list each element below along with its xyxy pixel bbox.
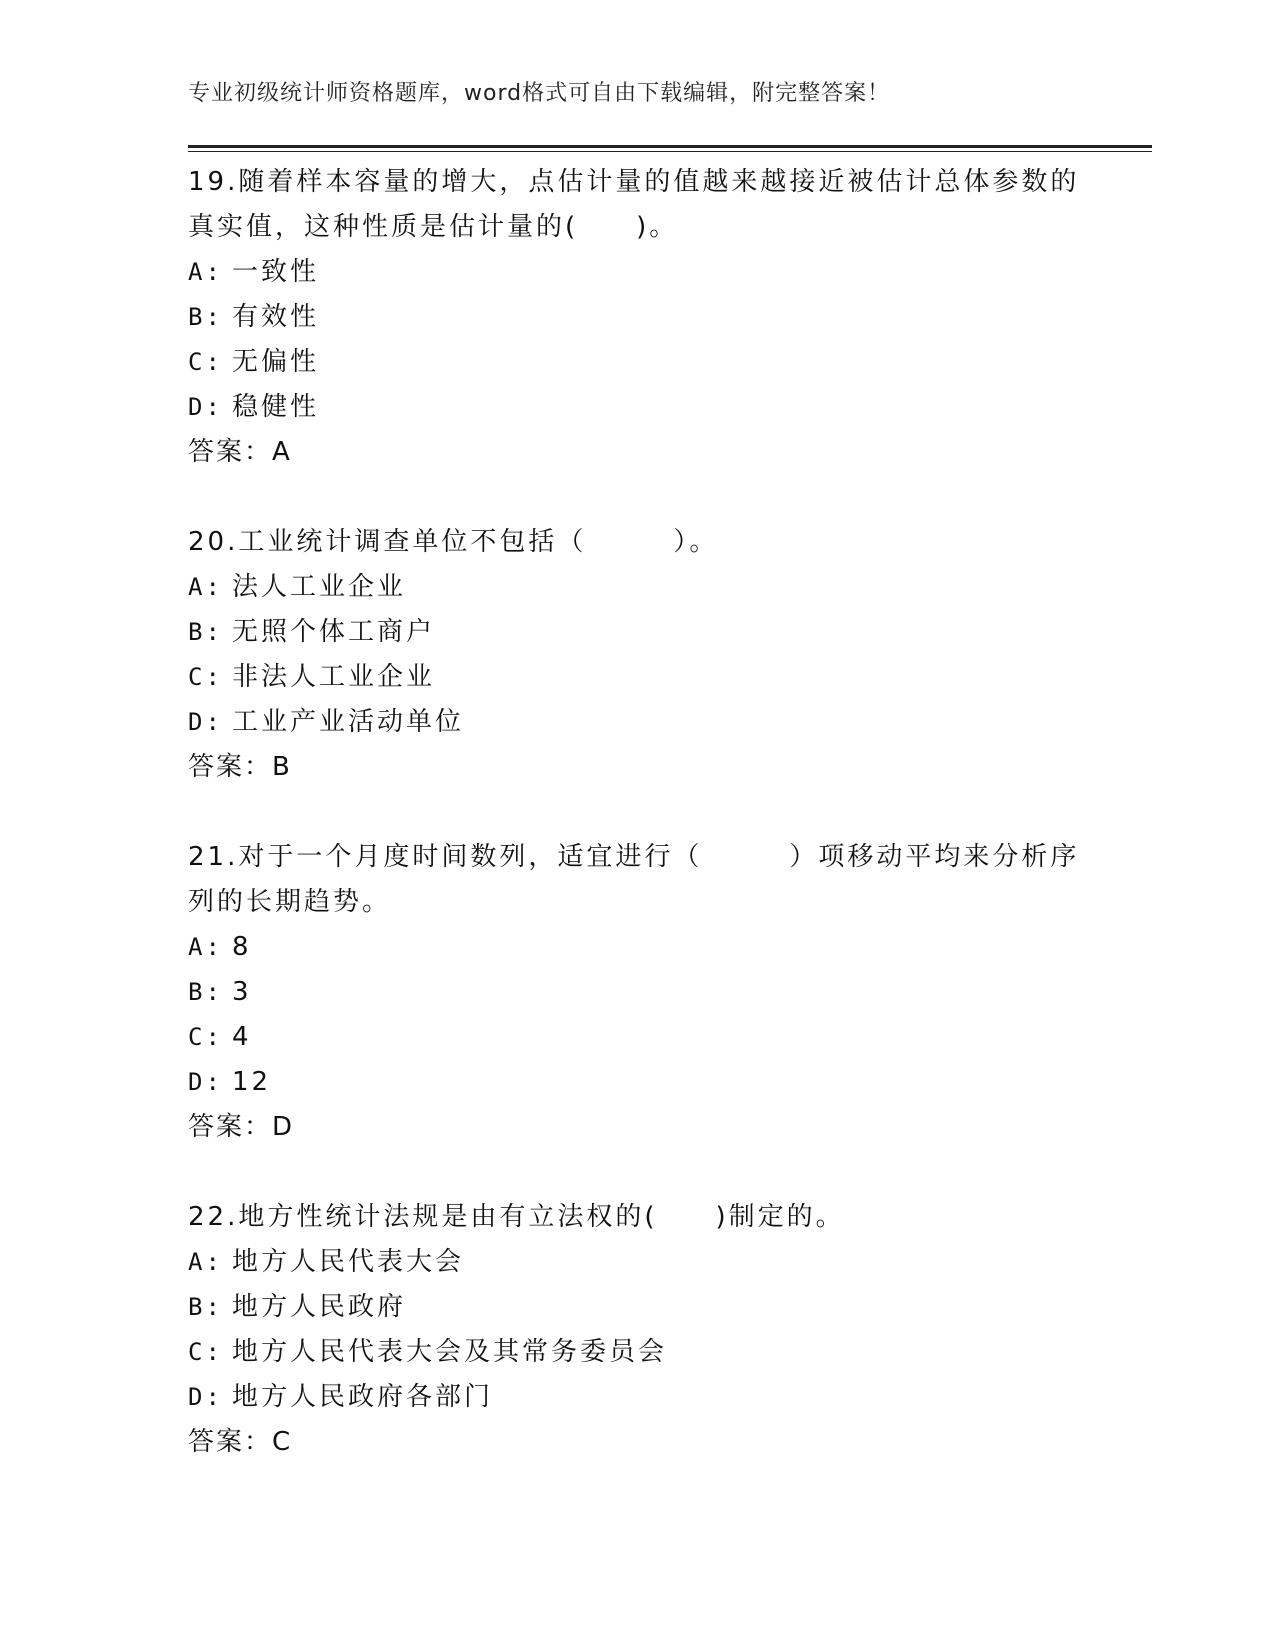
option-key: A: — [188, 573, 223, 601]
question-block — [188, 835, 1088, 1150]
option-d — [188, 700, 1088, 745]
option-c — [188, 1330, 1088, 1375]
option-key: B: — [188, 618, 223, 646]
option-d — [188, 1375, 1088, 1420]
option-text: 无照个体工商户 — [232, 617, 436, 647]
option-key: D: — [188, 1068, 223, 1096]
option-d — [188, 1060, 1088, 1105]
question-block — [188, 520, 1088, 790]
answer-value: A — [272, 437, 292, 467]
option-key: D: — [188, 1383, 223, 1411]
option-text: 一致性 — [232, 257, 320, 287]
question-list — [188, 160, 1088, 1510]
option-text: 非法人工业企业 — [232, 662, 436, 692]
option-key: C: — [188, 348, 223, 376]
option-a — [188, 925, 1088, 970]
answer-line — [188, 745, 1088, 790]
answer-line — [188, 1105, 1088, 1150]
question-text: 20.工业统计调查单位不包括（ ）。 — [188, 527, 719, 557]
question-text: 22.地方性统计法规是由有立法权的( )制定的。 — [188, 1202, 845, 1232]
option-key: A: — [188, 258, 223, 286]
option-text: 工业产业活动单位 — [232, 707, 465, 737]
option-text: 12 — [232, 1067, 272, 1097]
option-key: C: — [188, 663, 223, 691]
option-a — [188, 565, 1088, 610]
option-text: 3 — [232, 977, 252, 1007]
header-divider-thick — [188, 145, 1152, 148]
answer-label: 答案： — [188, 1112, 273, 1142]
option-key: B: — [188, 978, 223, 1006]
option-c — [188, 340, 1088, 385]
answer-label: 答案： — [188, 752, 273, 782]
option-text: 地方人民政府 — [232, 1292, 407, 1322]
option-key: C: — [188, 1023, 223, 1051]
option-text: 地方人民政府各部门 — [232, 1382, 494, 1412]
option-text: 地方人民代表大会 — [232, 1247, 465, 1277]
option-b — [188, 295, 1088, 340]
answer-label: 答案： — [188, 1427, 273, 1457]
option-c — [188, 1015, 1088, 1060]
answer-value: D — [272, 1112, 295, 1142]
option-key: B: — [188, 303, 223, 331]
option-text: 无偏性 — [232, 347, 320, 377]
answer-value: C — [272, 1427, 293, 1457]
page-header: 专业初级统计师资格题库，word格式可自由下载编辑，附完整答案！ — [188, 81, 891, 106]
option-b — [188, 970, 1088, 1015]
option-key: C: — [188, 1338, 223, 1366]
answer-line — [188, 1420, 1088, 1465]
option-text: 地方人民代表大会及其常务委员会 — [232, 1337, 668, 1367]
question-block — [188, 1195, 1088, 1465]
option-text: 8 — [232, 932, 252, 962]
option-text: 4 — [232, 1022, 252, 1052]
question-text: 21.对于一个月度时间数列，适宜进行（ ）项移动平均来分析序列的长期趋势。 — [188, 842, 1080, 917]
option-key: A: — [188, 933, 223, 961]
option-b — [188, 1285, 1088, 1330]
option-a — [188, 250, 1088, 295]
option-text: 稳健性 — [232, 392, 320, 422]
header-divider-thin — [188, 151, 1152, 152]
answer-label: 答案： — [188, 437, 273, 467]
option-d — [188, 385, 1088, 430]
option-key: D: — [188, 708, 223, 736]
option-c — [188, 655, 1088, 700]
option-b — [188, 610, 1088, 655]
option-text: 有效性 — [232, 302, 320, 332]
question-block — [188, 160, 1088, 475]
option-a — [188, 1240, 1088, 1285]
option-key: D: — [188, 393, 223, 421]
question-text: 19.随着样本容量的增大，点估计量的值越来越接近被估计总体参数的真实值，这种性质是估计量的( )。 — [188, 167, 1080, 242]
answer-value: B — [272, 752, 292, 782]
option-text: 法人工业企业 — [232, 572, 407, 602]
option-key: A: — [188, 1248, 223, 1276]
option-key: B: — [188, 1293, 223, 1321]
answer-line — [188, 430, 1088, 475]
